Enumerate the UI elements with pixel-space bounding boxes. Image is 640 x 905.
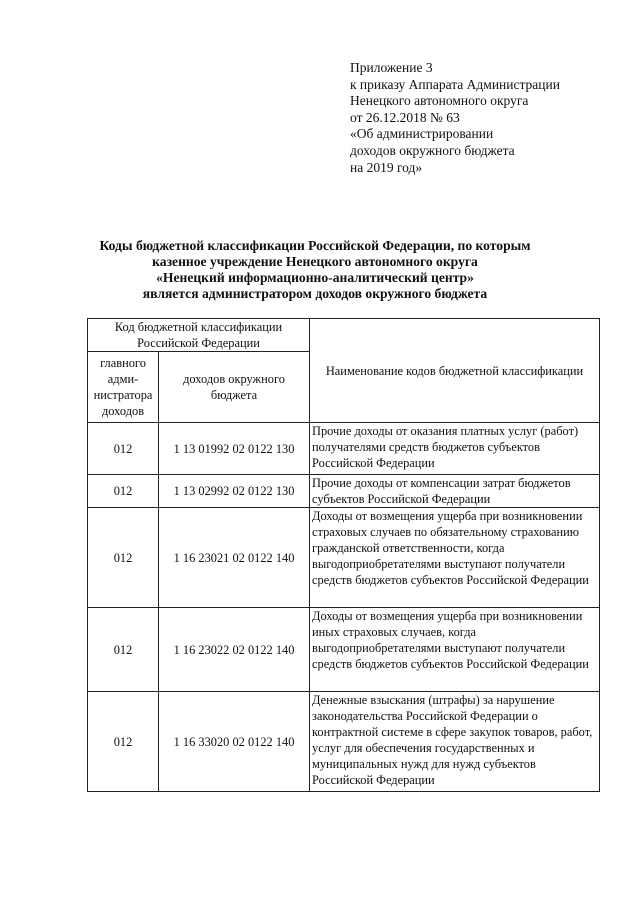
appendix-line: к приказу Аппарата Администрации: [350, 76, 560, 92]
cell-admin-code: 012: [88, 608, 159, 692]
cell-income-code: 1 13 02992 02 0122 130: [159, 475, 310, 508]
cell-income-code: 1 13 01992 02 0122 130: [159, 423, 310, 475]
table-row: [88, 692, 600, 792]
appendix-line: Ненецкого автономного округа: [350, 93, 529, 109]
title-line: Коды бюджетной классификации Российской Федерации, по которым: [99, 238, 531, 253]
cell-admin-code: 012: [88, 508, 159, 608]
appendix-line: доходов окружного бюджета: [350, 142, 515, 158]
cell-admin-code: 012: [88, 692, 159, 792]
appendix-line: на 2019 год»: [350, 159, 423, 175]
document-title: [90, 238, 540, 302]
appendix-line: Приложение 3: [350, 60, 433, 75]
appendix-line: от 26.12.2018 № 63: [350, 109, 460, 125]
cell-code-name: Прочие доходы от компенсации затрат бюджетов субъектов Российской Федерации: [310, 475, 600, 508]
table-row: [88, 508, 600, 608]
title-line: «Ненецкий информационно-аналитический центр»: [156, 270, 474, 285]
appendix-line: «Об администрировании: [350, 126, 494, 142]
appendix-reference: [350, 60, 560, 176]
header-name: Наименование кодов бюджетной классификации: [310, 319, 600, 423]
cell-income-code: 1 16 33020 02 0122 140: [159, 692, 310, 792]
title-line: казенное учреждение Ненецкого автономного округа: [152, 254, 478, 269]
table-row: [88, 423, 600, 475]
header-admin: главного адми-нистратора доходов: [88, 352, 159, 423]
header-income: доходов окружного бюджета: [159, 352, 310, 423]
cell-code-name: Денежные взыскания (штрафы) за нарушение законодательства Российской Федерации о контрактной системе в сфере закупок товаров, работ, услуг для обеспечения государственных и муниципальных нужд для нужд субъектов Российской Федерации: [310, 692, 600, 792]
table-row: [88, 608, 600, 692]
title-line: является администратором доходов окружного бюджета: [142, 286, 488, 301]
cell-income-code: 1 16 23022 02 0122 140: [159, 608, 310, 692]
cell-admin-code: 012: [88, 475, 159, 508]
table-row: [88, 475, 600, 508]
table-header-row: [88, 319, 600, 352]
budget-codes-table: [87, 318, 600, 792]
cell-code-name: Доходы от возмещения ущерба при возникновении иных страховых случаев, когда выгодоприобретателями выступают получатели средств бюджетов субъектов Российской Федерации: [310, 608, 600, 692]
cell-code-name: Прочие доходы от оказания платных услуг (работ) получателями средств бюджетов субъектов Российской Федерации: [310, 423, 600, 475]
cell-admin-code: 012: [88, 423, 159, 475]
cell-code-name: Доходы от возмещения ущерба при возникновении страховых случаев по обязательному страхованию гражданской ответственности, когда выгодоприобретателями выступают получатели средств бюджетов субъектов Российской Федерации: [310, 508, 600, 608]
header-code-group: Код бюджетной классификации Российской Федерации: [88, 319, 310, 352]
cell-income-code: 1 16 23021 02 0122 140: [159, 508, 310, 608]
